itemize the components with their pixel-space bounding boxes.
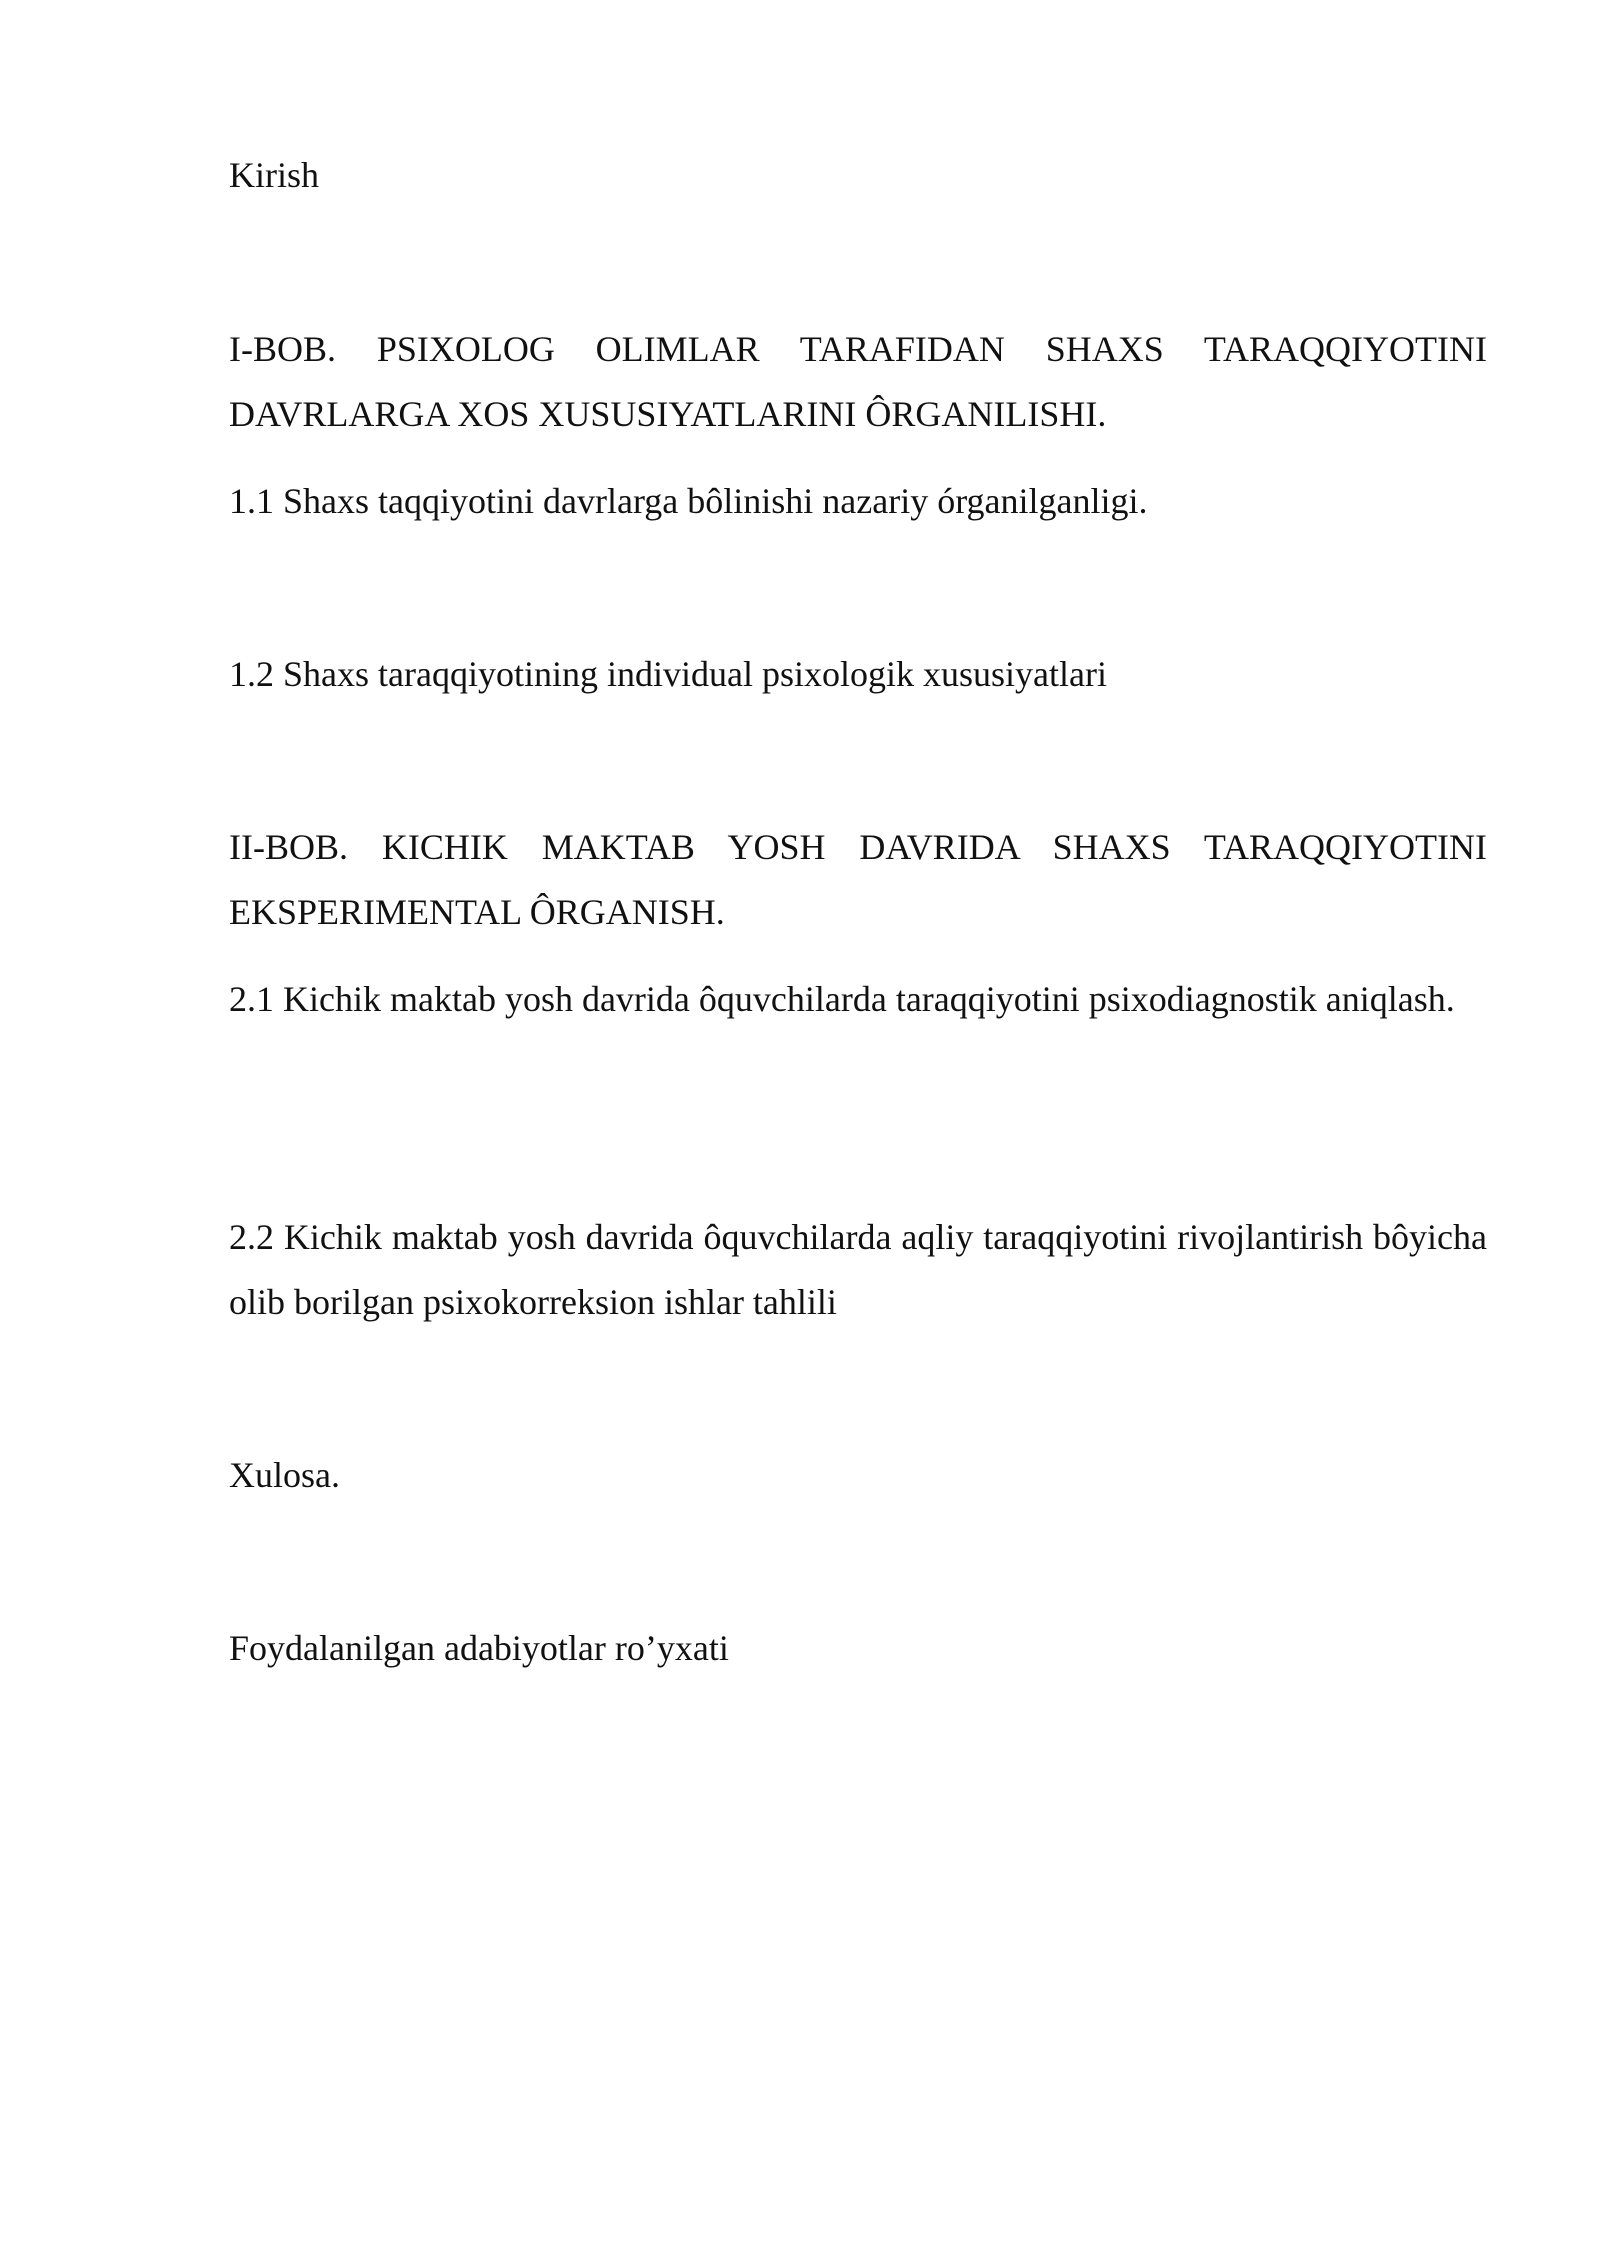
toc-entry-kirish: Kirish: [229, 155, 319, 195]
toc-entry-xulosa: Xulosa.: [229, 1455, 340, 1495]
toc-chapter-1-heading: I-BOB. PSIXOLOG OLIMLAR TARAFIDAN SHAXS TARAQQIYOTINI DAVRLARGA XOS XUSUSIYATLARINI ÔRGANILISHI.: [229, 329, 1487, 434]
toc-chapter-2-heading: II-BOB. KICHIK MAKTAB YOSH DAVRIDA SHAXS TARAQQIYOTINI EKSPERIMENTAL ÔRGANISH.: [229, 827, 1487, 932]
toc-section-2-2: 2.2 Kichik maktab yosh davrida ôquvchilarda aqliy taraqqiyotini rivojlantirish bôyicha olib borilgan psixokorreksion ishlar tahlili: [229, 1217, 1487, 1322]
toc-section-1-1: 1.1 Shaxs taqqiyotini davrlarga bôlinishi nazariy órganilganligi.: [229, 481, 1148, 521]
toc-section-2-1: 2.1 Kichik maktab yosh davrida ôquvchilarda taraqqiyotini psixodiagnostik aniqlash.: [229, 979, 1455, 1019]
toc-entry-bibliography: Foydalanilgan adabiyotlar ro’yxati: [229, 1628, 729, 1668]
toc-section-1-2: 1.2 Shaxs taraqqiyotining individual psixologik xususiyatlari: [229, 654, 1107, 694]
